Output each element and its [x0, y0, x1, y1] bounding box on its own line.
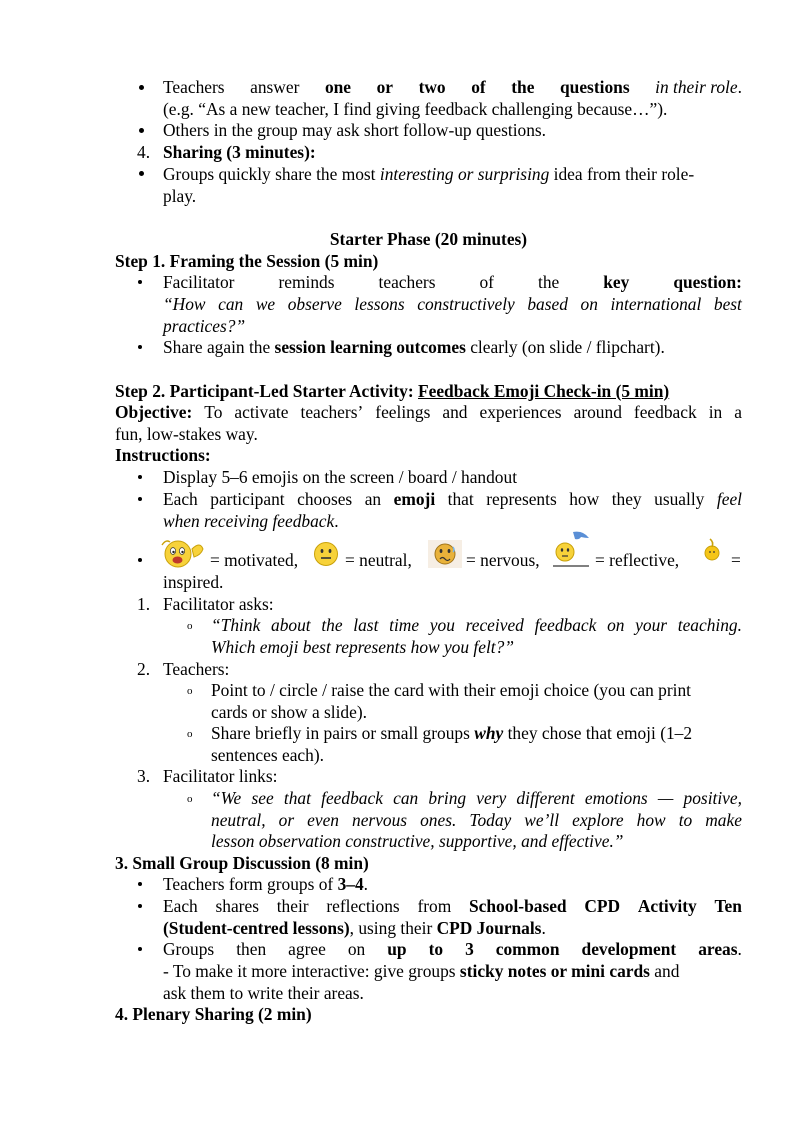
text: last — [353, 615, 379, 635]
neutral-emoji-icon — [313, 541, 339, 567]
text: question: — [673, 272, 742, 292]
text: shares — [215, 896, 259, 916]
text: chooses — [297, 489, 353, 509]
text: ones. — [420, 810, 457, 830]
step-1-bullet-1-line-2 — [163, 293, 742, 315]
text: they — [611, 489, 642, 509]
text: - To make it more interactive: give groups — [163, 961, 460, 981]
text: CPD — [584, 896, 621, 916]
intro-bullet-3-line-1 — [163, 163, 742, 185]
small-group-bullet-3-line-1 — [163, 938, 742, 960]
text: to — [428, 939, 444, 959]
text: answer — [250, 77, 300, 97]
text: teachers — [378, 272, 436, 292]
text: in — [708, 402, 723, 422]
text: one — [324, 77, 352, 97]
list-number: 1. — [137, 594, 151, 614]
text: and — [649, 961, 680, 981]
text: time — [389, 615, 420, 635]
bullet-dot — [139, 171, 144, 176]
text: key — [603, 272, 630, 292]
text: bring — [428, 788, 467, 808]
text: explore — [572, 810, 624, 830]
bullet-dot — [138, 280, 142, 284]
text: feedback — [633, 402, 697, 422]
step-1-bullet-1-line-1 — [163, 271, 742, 293]
text: Share again the — [163, 337, 275, 357]
text: interesting or surprising — [379, 164, 550, 184]
text: 3 — [465, 939, 474, 959]
objective-line-2: fun, low-stakes way. — [115, 424, 258, 444]
n3-quote-line-1 — [211, 787, 742, 809]
text: observe — [287, 294, 342, 314]
bullet-dot — [138, 475, 142, 479]
text: . — [737, 77, 742, 97]
text: that — [283, 788, 311, 808]
text: a — [734, 402, 742, 422]
text: constructively — [417, 294, 515, 314]
text: Today — [469, 810, 512, 830]
sharing-heading: Sharing (3 minutes): — [163, 142, 316, 162]
text: questions — [560, 77, 630, 97]
n1-quote-line-1 — [211, 614, 742, 636]
text: why — [474, 723, 504, 743]
small-group-bullet-3-line-2 — [163, 960, 679, 982]
text: emotions — [584, 788, 648, 808]
text: feelings — [375, 402, 431, 422]
facilitator-asks: Facilitator asks: — [163, 594, 274, 614]
text: the — [537, 272, 560, 292]
intro-bullet-1-line-1 — [163, 76, 742, 98]
text: then — [236, 939, 267, 959]
text: feel — [716, 489, 742, 509]
text: represents — [486, 489, 557, 509]
small-group-bullet-2-line-1 — [163, 895, 742, 917]
text: session learning outcomes — [274, 337, 466, 357]
text: Ten — [714, 896, 742, 916]
text: Teachers form groups of — [163, 874, 338, 894]
text: Feedback Emoji Check-in (5 min) — [418, 381, 670, 401]
text: international — [610, 294, 702, 314]
emoji-reflective-label: = reflective, — [595, 550, 680, 570]
step-2-title — [115, 380, 669, 402]
n3-quote-line-3: lesson observation constructive, supportive, and effective.” — [211, 831, 624, 851]
text: Teachers — [163, 77, 225, 97]
small-group-bullet-3-line-3: ask them to write their areas. — [163, 983, 364, 1003]
intro-bullet-3-line-2: play. — [163, 186, 197, 206]
bullet-dot — [138, 345, 142, 349]
bullet-dot — [139, 128, 144, 133]
text: best — [713, 294, 742, 314]
objective-line-1 — [115, 401, 742, 423]
small-group-bullet-2-line-2 — [163, 917, 546, 939]
text: in their role — [655, 77, 738, 97]
text: Share briefly in pairs or small groups — [211, 723, 475, 743]
text: teachers’ — [300, 402, 364, 422]
text: areas — [698, 939, 738, 959]
bullet-dot — [138, 904, 142, 908]
nervous-emoji-icon — [428, 540, 462, 568]
text: “Think — [211, 615, 261, 635]
text: two — [418, 77, 446, 97]
intro-bullet-1-line-2: (e.g. “As a new teacher, I find giving feedback challenging because…”). — [163, 99, 668, 119]
text: participant — [210, 489, 285, 509]
text: feedback — [534, 615, 597, 635]
text: teaching. — [677, 615, 742, 635]
list-number: 4. — [137, 142, 151, 162]
starter-phase-title: Starter Phase (20 minutes) — [329, 229, 528, 249]
text: we — [255, 294, 276, 314]
text: . — [541, 918, 546, 938]
bullet-dot — [138, 497, 142, 501]
text: Facilitator — [163, 272, 235, 292]
text: can — [393, 788, 419, 808]
sub-bullet-circle: o — [187, 793, 193, 805]
text: about — [271, 615, 311, 635]
text: clearly (on slide / flipchart). — [465, 337, 665, 357]
text: School-based — [469, 896, 567, 916]
text: make — [705, 810, 742, 830]
text: on — [580, 294, 598, 314]
text: To — [204, 402, 223, 422]
text: development — [581, 939, 677, 959]
text: very — [476, 788, 507, 808]
text: 3–4 — [337, 874, 364, 894]
text: on — [607, 615, 625, 635]
text: . — [363, 874, 369, 894]
step-1-bullet-1-line-3: practices?” — [163, 316, 246, 336]
text: the — [511, 77, 535, 97]
text: your — [635, 615, 668, 635]
emoji-motivated-label: = motivated, — [210, 550, 299, 570]
instructions-bullet-2-line-2 — [163, 510, 339, 532]
bullet-dot — [138, 882, 142, 886]
text: sticky notes or mini cards — [459, 961, 650, 981]
text: we’ll — [524, 810, 560, 830]
text: the — [321, 615, 343, 635]
bullet-dot — [138, 558, 142, 562]
step-1-title: Step 1. Framing the Session (5 min) — [115, 251, 379, 271]
n2-sub-2-line-1 — [211, 722, 692, 744]
small-group-title: 3. Small Group Discussion (8 min) — [115, 853, 369, 873]
text: different — [516, 788, 575, 808]
text: common — [495, 939, 560, 959]
text: feedback — [321, 788, 383, 808]
text: agree — [288, 939, 326, 959]
n1-quote-line-2: Which emoji best represents how you felt?” — [211, 637, 515, 657]
emoji-inspired-label: inspired. — [163, 572, 224, 592]
text: neutral, — [211, 810, 266, 830]
text: up — [387, 939, 407, 959]
bullet-dot — [138, 947, 142, 951]
text: Groups quickly share the most — [163, 164, 380, 184]
n2-sub-1-line-1: Point to / circle / raise the card with their emoji choice (you can print — [211, 680, 692, 700]
text: you — [429, 615, 455, 635]
text: on — [347, 939, 366, 959]
list-number: 3. — [137, 766, 151, 786]
text: lessons — [354, 294, 405, 314]
text: Groups — [163, 939, 215, 959]
text: even — [307, 810, 339, 830]
text: when receiving feedback — [163, 511, 335, 531]
text: can — [218, 294, 244, 314]
facilitator-links: Facilitator links: — [163, 766, 278, 786]
n2-sub-1-line-2: cards or show a slide). — [211, 702, 367, 722]
text: an — [364, 489, 382, 509]
small-group-bullet-1 — [163, 873, 368, 895]
text: that — [447, 489, 474, 509]
text: idea from their role- — [549, 164, 695, 184]
text: from — [417, 896, 452, 916]
text: , using their — [349, 918, 437, 938]
emoji-nervous-label: = nervous, — [466, 550, 540, 570]
reflective-emoji-icon — [553, 530, 591, 568]
text: activate — [234, 402, 289, 422]
text: and — [442, 402, 468, 422]
text: of — [479, 272, 494, 292]
text: “How — [163, 294, 206, 314]
instructions-bullet-1: Display 5–6 emojis on the screen / board / handout — [163, 467, 518, 487]
text: . — [737, 939, 742, 959]
text: “We — [211, 788, 242, 808]
motivated-emoji-icon — [160, 537, 206, 569]
emoji-neutral-label: = neutral, — [345, 550, 412, 570]
text: of — [471, 77, 486, 97]
instructions-bullet-2-line-1 — [163, 488, 742, 510]
text: positive, — [683, 788, 742, 808]
instructions-heading: Instructions: — [115, 445, 211, 465]
inspired-emoji-icon — [702, 537, 722, 563]
emoji-inspired-equals: = — [731, 550, 741, 570]
text: . — [334, 511, 339, 531]
text: received — [465, 615, 524, 635]
text: CPD Journals — [436, 918, 542, 938]
text: Step 2. Participant-Led Starter Activity: — [115, 381, 418, 401]
text: (Student-centred lessons) — [163, 918, 350, 938]
sub-bullet-circle: o — [187, 620, 193, 632]
list-number: 2. — [137, 659, 151, 679]
text: Objective: — [115, 402, 193, 422]
text: reflections — [326, 896, 400, 916]
n2-sub-2-line-2: sentences each). — [211, 745, 324, 765]
text: reminds — [278, 272, 335, 292]
text: nervous — [352, 810, 408, 830]
sub-bullet-circle: o — [187, 728, 193, 740]
text: Each — [163, 896, 198, 916]
text: — — [657, 788, 674, 808]
text: Each — [163, 489, 198, 509]
text: emoji — [393, 489, 436, 509]
bullet-dot — [139, 85, 144, 90]
text: how — [636, 810, 666, 830]
text: or — [278, 810, 295, 830]
sub-bullet-circle: o — [187, 685, 193, 697]
text: their — [276, 896, 309, 916]
intro-bullet-2: Others in the group may ask short follow-up questions. — [163, 120, 547, 140]
plenary-title: 4. Plenary Sharing (2 min) — [115, 1004, 312, 1024]
text: usually — [654, 489, 705, 509]
text: or — [376, 77, 394, 97]
text: Activity — [637, 896, 697, 916]
text: based — [527, 294, 568, 314]
text: see — [251, 788, 274, 808]
text: around — [573, 402, 622, 422]
n3-quote-line-2 — [211, 809, 742, 831]
step-1-bullet-2 — [163, 336, 665, 358]
text: how — [569, 489, 600, 509]
text: experiences — [479, 402, 562, 422]
text: to — [678, 810, 693, 830]
text: they chose that emoji (1–2 — [503, 723, 693, 743]
teachers-label: Teachers: — [163, 659, 230, 679]
